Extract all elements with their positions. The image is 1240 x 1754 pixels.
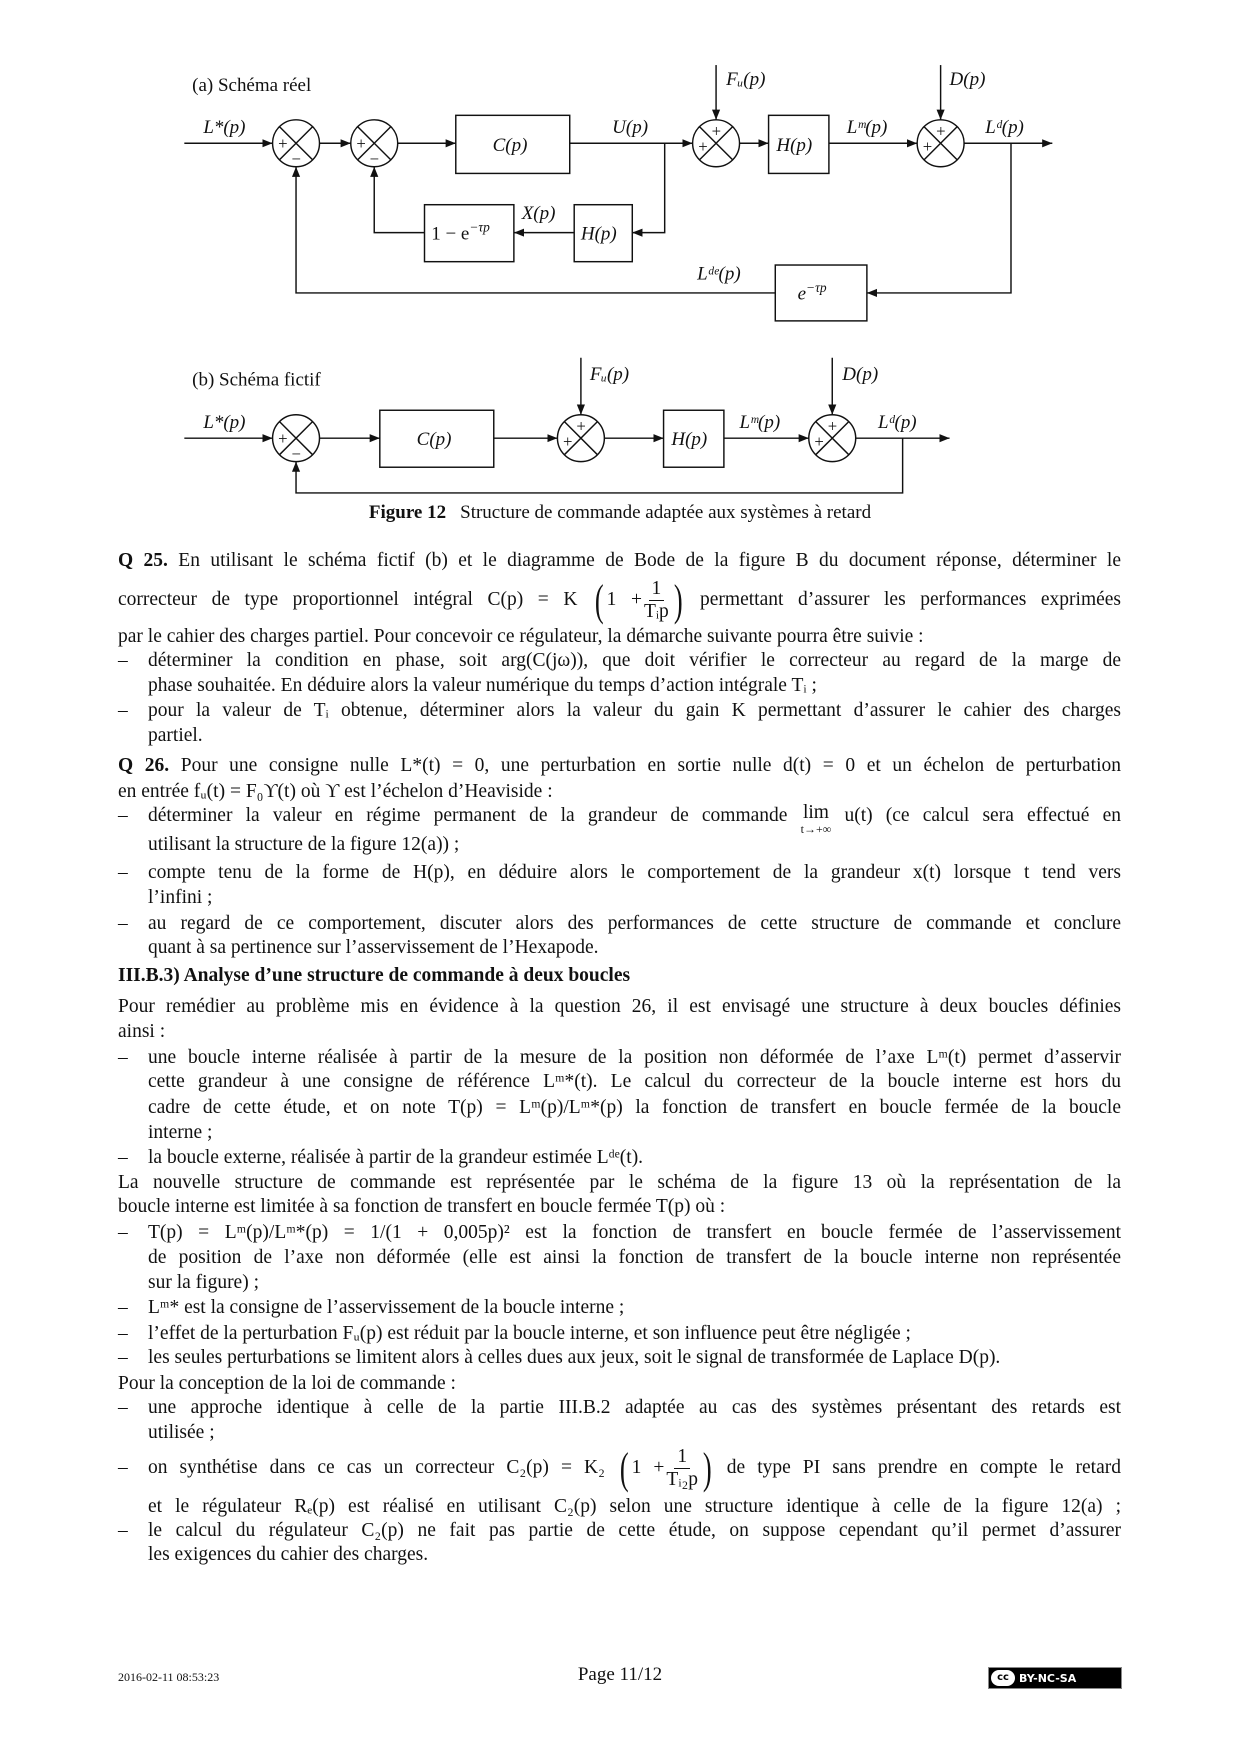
label-Lde: Lᵈᵉ(p) [697, 263, 741, 285]
footer-date: 2016-02-11 08:53:23 [118, 1670, 220, 1684]
text-line: utilisée ; [148, 1422, 215, 1443]
fraction: $\frac{1}{\text{Tᵢp}}$ [643, 578, 669, 623]
bullet-line: – T(p) = Lᵐ(p)/Lᵐ*(p) = 1/(1 + 0,005p)² est la fonction de transfert en boucle fermée de l’asservissement [118, 1222, 1121, 1243]
text-line: Pour la conception de la loi de commande : [118, 1373, 456, 1394]
sign-minus: − [291, 444, 302, 464]
text-line: interne ; [148, 1122, 213, 1143]
diagram-b-label: (b) Schéma fictif [192, 369, 321, 391]
caption-label: Figure 12 [368, 502, 447, 523]
bullet-line: – pour la valeur de Tᵢ obtenue, déterminer alors la valeur du gain K permettant d’assurer le cahier des charges [118, 700, 1121, 721]
text-line: Pour remédier au problème mis en évidence à la question 26, il est envisagé une structure à deux boucles définies [118, 996, 1121, 1017]
text-line: l’infini ; [148, 887, 213, 908]
label-L-star: L*(p) [203, 117, 246, 139]
bullet-formula-line: – on synthétise dans ce cas un correcteur C₂(p) = K₂ ( 1 + $\frac{1}{\text{Tᵢ₂p}}$ ) de type PI sans prendre en compte le retard [118, 1444, 1122, 1494]
license-badge: cc BY-NC-SA [988, 1667, 1122, 1689]
diagram-a-label: (a) Schéma réel [192, 74, 312, 96]
q26-label: Q 26. [118, 755, 170, 776]
bullet-line: – déterminer la valeur en régime permanent de la grandeur de commande lim t→+∞ u(t) (ce calcul sera effectué en [118, 802, 1122, 836]
label-Ld: Lᵈ(p) [878, 412, 917, 434]
block-delay-label: $e^{-\tau p}$ [797, 279, 827, 305]
label-U: U(p) [612, 117, 649, 139]
sign-plus: + [563, 432, 573, 452]
label-Lm: Lᵐ(p) [739, 412, 781, 434]
section-heading: III.B.3) Analyse d’une structure de commande à deux boucles [118, 965, 631, 986]
text-line: en entrée fᵤ(t) = F₀ϒ(t) où ϒ est l’échelon d’Heaviside : [118, 781, 553, 802]
page-number: Page 11/12 [577, 1664, 663, 1685]
label-D: D(p) [842, 364, 879, 386]
sign-minus: − [369, 149, 380, 169]
text-line: partiel. [148, 725, 203, 746]
sign-plus: + [814, 432, 824, 452]
math: 1 + [606, 589, 642, 610]
text-line: cette grandeur à une consigne de référence Lᵐ*(t). Le calcul du correcteur de la boucle interne est hors du [148, 1071, 1121, 1092]
bullet-line: – au regard de ce comportement, discuter alors des performances de cette structure de commande et conclure [118, 913, 1121, 934]
label-Fu: Fᵤ(p) [726, 69, 766, 91]
bullet-line: – le calcul du régulateur C₂(p) ne fait pas partie de cette étude, on suppose cependant qu’il permet d’assurer [118, 1520, 1121, 1541]
text-line: boucle interne est limitée à sa fonction de transfert en boucle fermée T(p) où : [118, 1196, 726, 1217]
cc-icon: cc [991, 1670, 1015, 1686]
figure-caption [0, 502, 1240, 524]
q26-line: Q 26. Pour une consigne nulle L*(t) = 0, une perturbation en sortie nulle d(t) = 0 et un échelon de perturbation [118, 755, 1121, 776]
block-C-label: C(p) [492, 135, 528, 157]
bullet-line: – la boucle externe, réalisée à partir de la grandeur estimée Lᵈᵉ(t). [118, 1147, 644, 1168]
sign-plus: + [936, 121, 946, 141]
paren: ) [673, 576, 683, 626]
text-line: de position de l’axe non déformée (elle est ainsi la fonction de transfert de la boucle interne non représentée [148, 1247, 1121, 1268]
text-line: les exigences du cahier des charges. [148, 1544, 429, 1565]
q25-formula-line [118, 570, 1121, 630]
sign-plus: + [698, 137, 708, 157]
text-line: La nouvelle structure de commande est représentée par le schéma de la figure 13 où la représentation de la [118, 1172, 1121, 1193]
bullet-line: – compte tenu de la forme de H(p), en déduire alors le comportement de la grandeur x(t) lorsque t tend vers [118, 862, 1121, 883]
block-H-label: H(p) [776, 135, 813, 157]
figure-12-block-diagrams [0, 0, 1240, 520]
text-line: par le cahier des charges partiel. Pour concevoir ce régulateur, la démarche suivante pourra être suivie : [118, 626, 924, 647]
fraction: $\frac{1}{\text{Tᵢ₂p}}$ [666, 1446, 699, 1491]
paren: ( [594, 576, 604, 626]
sign-plus: + [278, 428, 288, 448]
sign-plus: + [827, 416, 838, 436]
block-H-inner-label: H(p) [580, 223, 617, 245]
label-Ld: Lᵈ(p) [985, 117, 1024, 139]
text-line: sur la figure) ; [148, 1272, 260, 1293]
bullet-line: – une approche identique à celle de la partie III.B.2 adaptée au cas des systèmes présentant des retards est [118, 1397, 1121, 1418]
q25-label: Q 25. [118, 550, 168, 571]
block-one-minus-delay-label: $1 - e^{-\tau p}$ [431, 219, 490, 245]
text-line: phase souhaitée. En déduire alors la valeur numérique du temps d’action intégrale Tᵢ ; [148, 675, 817, 696]
sign-plus: + [356, 133, 366, 153]
bullet-line: – Lᵐ* est la consigne de l’asservissement de la boucle interne ; [118, 1297, 625, 1318]
text-line: et le régulateur Rₑ(p) est réalisé en utilisant C₂(p) selon une structure identique à celle de la figure 12(a) ; [148, 1496, 1121, 1517]
text-line: utilisant la structure de la figure 12(a)) ; [148, 834, 460, 855]
label-D: D(p) [949, 69, 986, 91]
bullet-line: – l’effet de la perturbation Fᵤ(p) est réduit par la boucle interne, et son influence peut être négligée ; [118, 1323, 911, 1344]
block-H-label: H(p) [671, 428, 708, 450]
text: correcteur de type proportionnel intégral C(p) = K [118, 589, 578, 610]
block-C-label: C(p) [416, 428, 452, 450]
sign-plus: + [711, 121, 722, 141]
sign-minus: − [291, 149, 302, 169]
text-line: ainsi : [118, 1021, 166, 1042]
sign-plus: + [922, 137, 933, 157]
text-line: cadre de cette étude, et on note T(p) = Lᵐ(p)/Lᵐ*(p) la fonction de transfert en boucle fermée de la boucle [148, 1097, 1121, 1118]
sign-plus: + [576, 416, 586, 436]
bullet-line: – une boucle interne réalisée à partir de la mesure de la position non déformée de l’axe Lᵐ(t) permet d’asservir [118, 1047, 1121, 1068]
text-line: quant à sa pertinence sur l’asservissement de l’Hexapode. [148, 937, 599, 958]
caption-text: Structure de commande adaptée aux systèmes à retard [460, 502, 872, 523]
sign-plus: + [278, 133, 288, 153]
text: En utilisant le schéma fictif (b) et le diagramme de Bode de la figure B du document réponse, déterminer le [178, 550, 1121, 571]
label-L-star: L*(p) [203, 412, 246, 434]
label-X: X(p) [521, 203, 556, 225]
bullet-line: – déterminer la condition en phase, soit arg(C(jω)), que doit vérifier le correcteur au regard de la marge de [118, 650, 1121, 671]
label-Fu: Fᵤ(p) [589, 364, 630, 386]
bullet-line: – les seules perturbations se limitent alors à celles dues aux jeux, soit le signal de transformée de Laplace D(p). [118, 1347, 1001, 1368]
label-Lm: Lᵐ(p) [846, 117, 888, 139]
limit: lim t→+∞ [800, 802, 832, 836]
text: permettant d’assurer les performances exprimées [700, 589, 1122, 610]
